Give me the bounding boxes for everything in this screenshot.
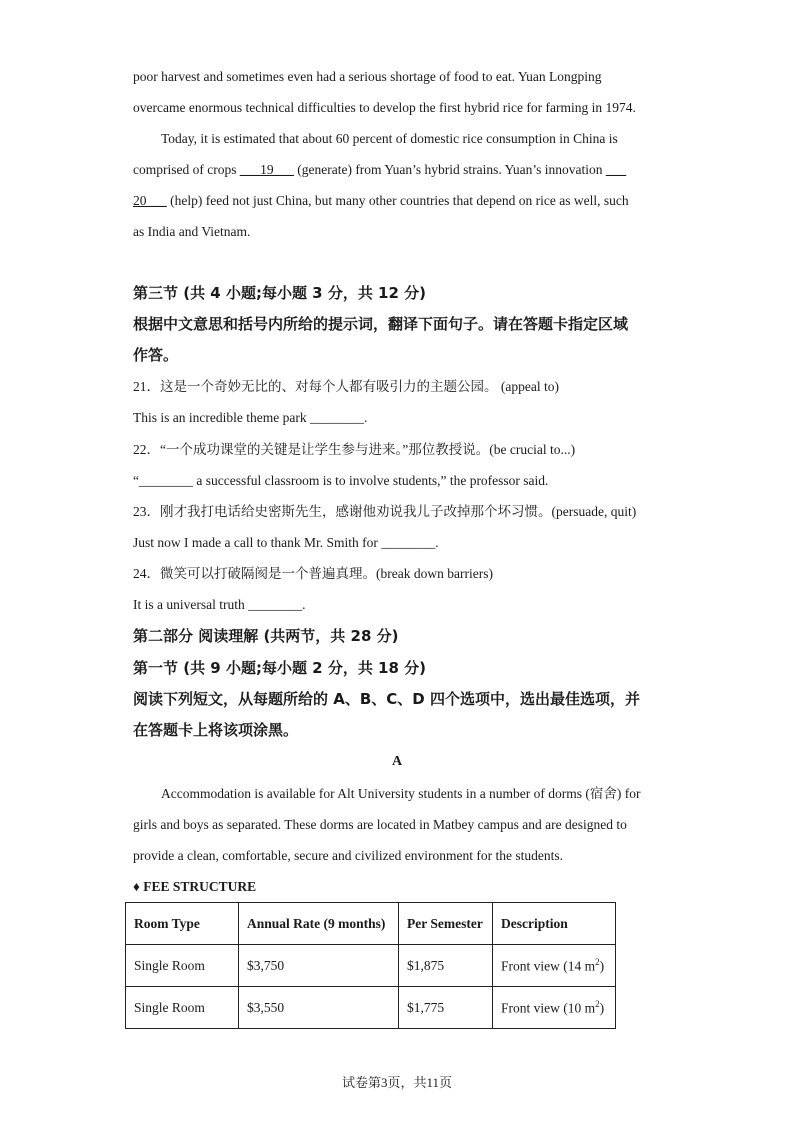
passage-line: overcame enormous technical difficulties to develop the first hybrid rice for farming in 1974. (133, 100, 636, 115)
description-text: Front view (10 m (501, 1000, 596, 1016)
section-header: 第一节 (共 9 小题;每小题 2 分，共 18 分) (133, 659, 427, 677)
table-cell (493, 945, 616, 987)
table-header-row (126, 903, 616, 945)
table-cell: Single Room (126, 945, 239, 987)
question-en: “________ a successful classroom is to involve students,” the professor said. (133, 473, 549, 488)
question-cn: 22．“一个成功课堂的关键是让学生参与进来。”那位教授说。(be crucial to...) (133, 442, 576, 457)
question-cn: 24．微笑可以打破隔阂是一个普遍真理。(break down barriers) (133, 566, 493, 581)
table-cell: Single Room (126, 987, 239, 1029)
section-header: 第三节 (共 4 小题;每小题 3 分，共 12 分) (133, 284, 427, 302)
blank-19: ___19___ (239, 162, 294, 177)
section-instruction: 根据中文意思和括号内所给的提示词，翻译下面句子。请在答题卡指定区域 (133, 315, 629, 333)
column-header: Room Type (126, 903, 239, 945)
passage-line (133, 161, 626, 179)
passage-line: provide a clean, comfortable, secure and civilized environment for the students. (133, 848, 563, 863)
part-header: 第二部分 阅读理解 (共两节，共 28 分) (133, 627, 399, 645)
passage-line: Today, it is estimated that about 60 percent of domestic rice consumption in China is (161, 131, 618, 146)
fee-table (125, 902, 616, 1029)
question-cn: 21．这是一个奇妙无比的、对每个人都有吸引力的主题公园。 (appeal to) (133, 379, 559, 394)
description-text: ) (599, 958, 605, 974)
table-cell: $1,775 (399, 987, 493, 1029)
question-en: This is an incredible theme park ________. (133, 410, 368, 425)
section-instruction: 在答题卡上将该项涂黑。 (133, 721, 299, 739)
passage-text: comprised of crops (133, 162, 240, 177)
superscript: 2 (595, 998, 600, 1009)
fee-structure-title: ♦ FEE STRUCTURE (133, 879, 257, 894)
passage-label: A (391, 754, 403, 769)
superscript: 2 (595, 956, 600, 967)
passage-text: (help) feed not just China, but many other countries that depend on rice as well, such (166, 193, 629, 208)
question-en: Just now I made a call to thank Mr. Smith for ________. (133, 535, 439, 550)
question-cn: 23．刚才我打电话给史密斯先生，感谢他劝说我儿子改掉那个坏习惯。(persuade, quit) (133, 504, 637, 519)
passage-line: girls and boys as separated. These dorms are located in Matbey campus and are designed to (133, 817, 627, 832)
column-header: Description (493, 903, 616, 945)
passage-line: poor harvest and sometimes even had a serious shortage of food to eat. Yuan Longping (133, 69, 602, 84)
table-cell: $3,750 (239, 945, 399, 987)
column-header: Per Semester (399, 903, 493, 945)
section-instruction: 作答。 (133, 346, 179, 364)
passage-text: (generate) from Yuan’s hybrid strains. Yuan’s innovation (293, 162, 606, 177)
table-cell: $3,550 (239, 987, 399, 1029)
section-instruction: 阅读下列短文，从每题所给的 A、B、C、D 四个选项中，选出最佳选项，并 (133, 690, 640, 708)
table-row (126, 945, 616, 987)
blank-20: 20___ (133, 193, 167, 208)
description-text: Front view (14 m (501, 958, 596, 974)
page-footer: 试卷第3页，共11页 (341, 1075, 453, 1090)
passage-line: as India and Vietnam. (133, 224, 251, 239)
passage-line (133, 192, 629, 210)
blank-20-start: ___ (605, 162, 627, 177)
table-cell: $1,875 (399, 945, 493, 987)
description-text: ) (599, 1000, 605, 1016)
question-en: It is a universal truth ________. (133, 597, 306, 612)
column-header: Annual Rate (9 months) (239, 903, 399, 945)
table-cell (493, 987, 616, 1029)
passage-line: Accommodation is available for Alt University students in a number of dorms (宿舍) for (161, 786, 641, 801)
table-row (126, 987, 616, 1029)
